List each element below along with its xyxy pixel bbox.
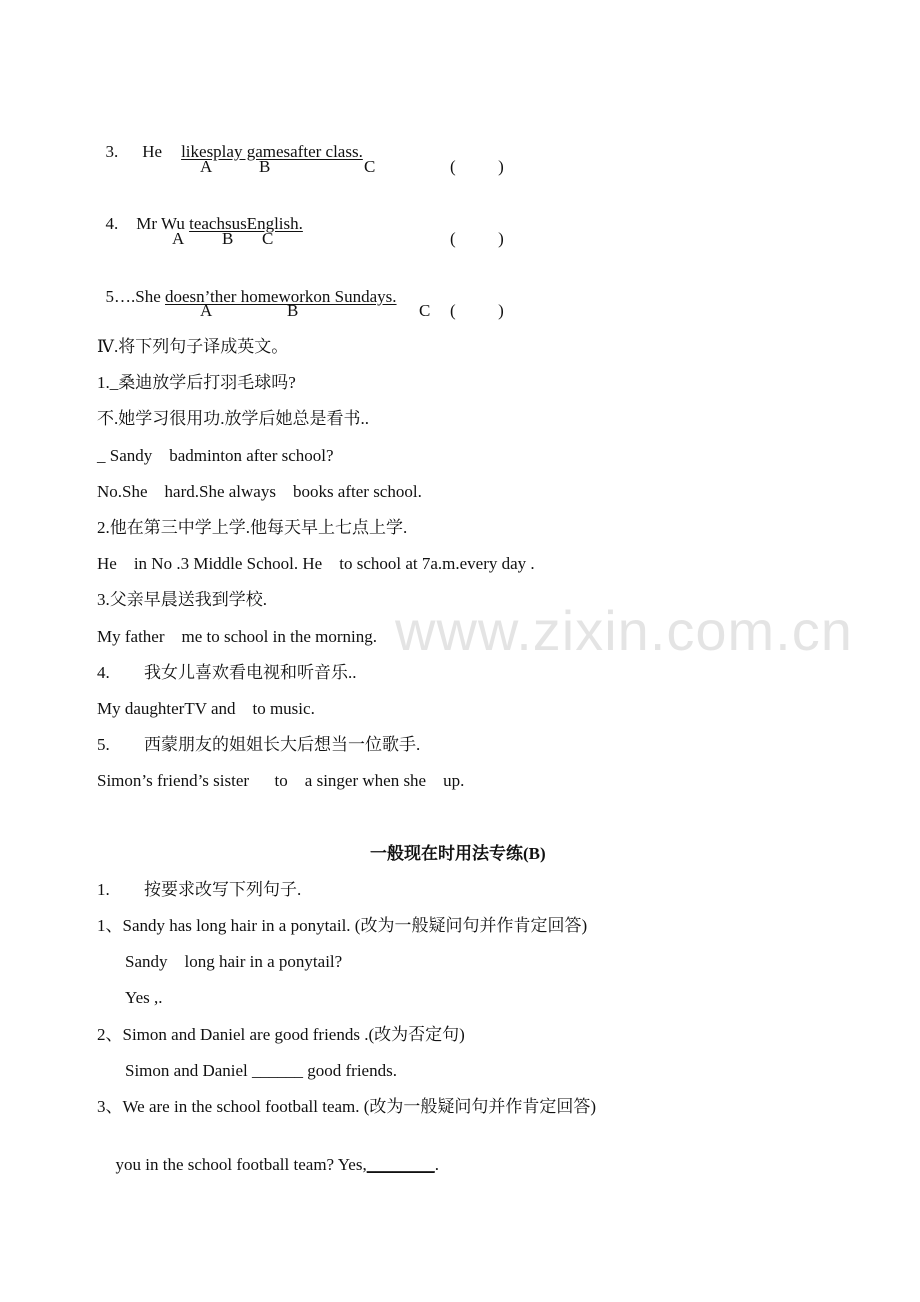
exercise-5-underlined: doesn’ther homeworkon Sundays. xyxy=(165,287,397,306)
watermark: www.zixin.com.cn xyxy=(395,599,853,662)
item-3-answer-text: you in the school football team? Yes, xyxy=(115,1155,367,1174)
exercise-5-option-a: A xyxy=(200,301,213,320)
exercise-3-line xyxy=(97,119,363,163)
q2-english: He in No .3 Middle School. He to school at 7a.m.every day . xyxy=(97,554,535,573)
exercise-4-answer-bracket: ( ) xyxy=(450,229,504,248)
exercise-5-option-c: C xyxy=(419,301,431,320)
exercise-5-prefix: 5….She xyxy=(105,287,161,306)
q5-english: Simon’s friend’s sister to a singer when she up. xyxy=(97,771,465,790)
exercise-3-option-a: A xyxy=(200,157,213,176)
exercise-4-number: 4. xyxy=(105,214,119,233)
exercise-3-option-c: C xyxy=(364,157,376,176)
exercise-5-answer-bracket: ( ) xyxy=(450,301,504,320)
q4-english: My daughterTV and to music. xyxy=(97,699,315,718)
section-b-part-number: 1. xyxy=(97,880,110,899)
section-b-part-label: 按要求改写下列句子. xyxy=(144,880,302,899)
exercise-5-line xyxy=(97,264,397,308)
q1-english-question: _ Sandy badminton after school? xyxy=(97,446,334,465)
item-2-answer: Simon and Daniel ______ good friends. xyxy=(125,1061,397,1080)
exercise-5-option-b: B xyxy=(287,301,299,320)
q3-english: My father me to school in the morning. xyxy=(97,627,377,646)
item-1-answer: Yes ,. xyxy=(125,988,163,1007)
q5-chinese: 西蒙朋友的姐姐长大后想当一位歌手. xyxy=(144,735,421,754)
item-3-answer-blank: ________ xyxy=(366,1155,435,1174)
exercise-3-answer-bracket: ( ) xyxy=(450,157,504,176)
q1-chinese-question: 1._桑迪放学后打羽毛球吗? xyxy=(97,373,296,392)
q1-english-answer: No.She hard.She always books after school. xyxy=(97,482,422,501)
q5-number: 5. xyxy=(97,735,110,754)
exercise-3-subject: He xyxy=(142,142,163,161)
q2-chinese: 2.他在第三中学上学.他每天早上七点上学. xyxy=(97,518,408,537)
item-2-instruction: 2、Simon and Daniel are good friends .(改为否定句) xyxy=(97,1025,465,1044)
exercise-4-subject: Mr Wu xyxy=(136,214,185,233)
exercise-4-option-c: C xyxy=(262,229,274,248)
exercise-4-underlined: teachsusEnglish. xyxy=(189,214,303,233)
item-3-answer-end: . xyxy=(434,1155,439,1174)
exercise-3-option-b: B xyxy=(259,157,271,176)
item-1-question: Sandy long hair in a ponytail? xyxy=(125,952,343,971)
exercise-3-underlined: likesplay gamesafter class. xyxy=(181,142,363,161)
section-iv-heading: Ⅳ.将下列句子译成英文。 xyxy=(97,337,289,356)
exercise-3-number: 3. xyxy=(105,142,119,161)
exercise-4-option-a: A xyxy=(172,229,185,248)
item-3-instruction: 3、We are in the school football team. (改为一般疑问句并作肯定回答) xyxy=(97,1097,597,1116)
exercise-4-option-b: B xyxy=(222,229,234,248)
q4-number: 4. xyxy=(97,663,110,682)
q3-chinese: 3.父亲早晨送我到学校. xyxy=(97,590,267,609)
item-1-instruction: 1、Sandy has long hair in a ponytail. (改为一般疑问句并作肯定回答) xyxy=(97,916,588,935)
q1-chinese-answer: 不.她学习很用功.放学后她总是看书.. xyxy=(97,409,369,428)
item-3-answer xyxy=(107,1132,439,1176)
section-b-title: 一般现在时用法专练(B) xyxy=(370,844,546,863)
q4-chinese: 我女儿喜欢看电视和听音乐.. xyxy=(144,663,357,682)
